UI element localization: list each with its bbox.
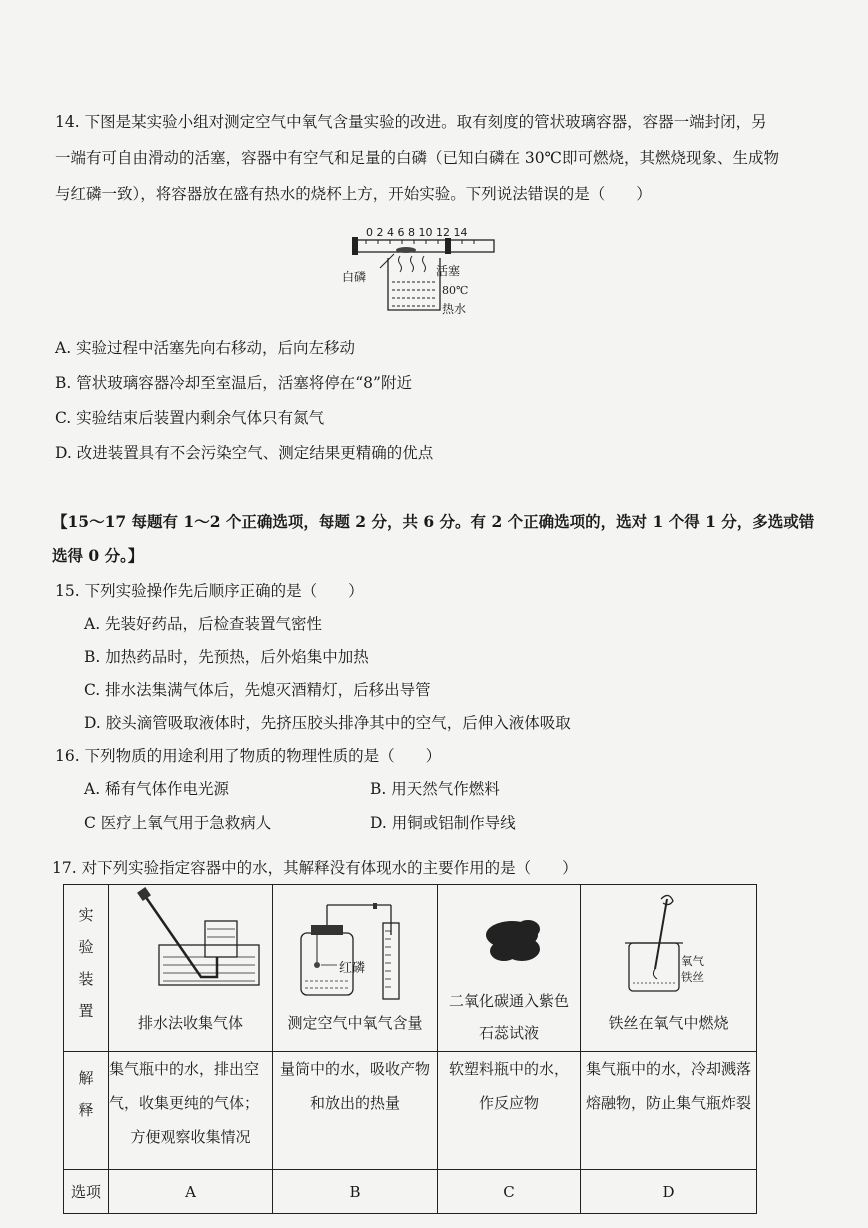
q16-stem: 16. 下列物质的用途利用了物质的物理性质的是（ ） (55, 747, 442, 765)
q17-option-d: D (581, 1170, 757, 1214)
q16-option-c: C 医疗上氧气用于急救病人 (84, 814, 272, 832)
option-row-header: 选项 (64, 1170, 109, 1214)
explain-a-line: 方便观察收集情况 (130, 1128, 251, 1146)
caption-a: 排水法收集气体 (137, 1014, 243, 1032)
explain-cell-a (109, 1052, 273, 1170)
explain-c-line: 作反应物 (478, 1094, 539, 1112)
explain-b-line: 和放出的热量 (309, 1094, 400, 1112)
q14-stem-line-1: 14. 下图是某实验小组对测定空气中氧气含量实验的改进。取有刻度的管状玻璃容器，容器一端封闭，另 (55, 113, 767, 131)
caption-d: 铁丝在氧气中燃烧 (608, 1014, 729, 1032)
q14-stem-line-3: 与红磷一致），将容器放在盛有热水的烧杯上方，开始实验。下列说法错误的是（ ） (55, 185, 652, 203)
q17-stem: 17. 对下列实验指定容器中的水，其解释没有体现水的主要作用的是（ ） (52, 859, 578, 877)
explain-cell-b (273, 1052, 438, 1170)
white-phosphorus-label: 白磷 (342, 270, 367, 284)
q14-scale-label: 0 2 4 6 8 10 12 14 (366, 226, 468, 239)
q14-apparatus-figure (340, 224, 500, 320)
q16-option-b: B. 用天然气作燃料 (370, 780, 500, 798)
q15-stem: 15. 下列实验操作先后顺序正确的是（ ） (55, 582, 364, 600)
q17-table (63, 884, 757, 1214)
explain-b-line: 量筒中的水，吸收产物 (279, 1060, 430, 1078)
q17-option-a: A (109, 1170, 273, 1214)
device-cell-d (581, 885, 757, 1052)
device-cell-b (273, 885, 438, 1052)
explain-a-line: 集气瓶中的水，排出空 (109, 1060, 260, 1078)
water-displacement-figure (109, 885, 272, 1005)
q16-option-d: D. 用铜或铝制作导线 (370, 814, 516, 832)
oxygen-label: 氧气 (681, 954, 704, 968)
q17-option-b: B (273, 1170, 438, 1214)
header-char: 实 (78, 906, 94, 924)
q17-option-row (64, 1170, 757, 1214)
device-cell-c (438, 885, 581, 1052)
explain-a-line: 气，收集更纯的气体； (109, 1094, 260, 1112)
q14-option-b: B. 管状玻璃容器冷却至室温后，活塞将停在“8”附近 (55, 374, 412, 392)
header-char: 置 (78, 1002, 94, 1020)
q16-option-a: A. 稀有气体作电光源 (84, 780, 230, 798)
iron-wire-label: 铁丝 (681, 970, 704, 984)
iron-wire-combustion-figure (581, 885, 756, 1005)
piston-label: 活塞 (436, 264, 461, 278)
q17-device-row (64, 885, 757, 1052)
q14-option-d: D. 改进装置具有不会污染空气、测定结果更精确的优点 (55, 444, 434, 462)
q17-option-c: C (438, 1170, 581, 1214)
hot-water-label: 热水 (442, 302, 467, 316)
explain-row-header (64, 1052, 109, 1170)
oxygen-content-figure (273, 885, 437, 1005)
explain-d-line: 熔融物，防止集气瓶炸裂 (585, 1094, 751, 1112)
explain-c-line: 软塑料瓶中的水， (448, 1060, 569, 1078)
device-cell-a (109, 885, 273, 1052)
section-instruction-line-1: 【15～17 每题有 1～2 个正确选项，每题 2 分，共 6 分。有 2 个正确选项的，选对 1 个得 1 分，多选或错 (52, 512, 815, 531)
section-instruction-line-2: 选得 0 分。】 (52, 546, 144, 565)
explain-cell-c (438, 1052, 581, 1170)
q17-explain-row (64, 1052, 757, 1170)
q14-stem-line-2: 一端有可自由滑动的活塞，容器中有空气和足量的白磷（已知白磷在 30℃即可燃烧，其燃烧现象、生成物 (55, 149, 779, 167)
header-char: 装 (78, 970, 94, 988)
q15-option-a: A. 先装好药品，后检查装置气密性 (84, 615, 323, 633)
q15-option-b: B. 加热药品时，先预热，后外焰集中加热 (84, 648, 369, 666)
red-phosphorus-label: 红磷 (339, 961, 366, 976)
explain-d-line: 集气瓶中的水，冷却溅落 (585, 1060, 751, 1078)
q15-option-d: D. 胶头滴管吸取液体时，先挤压胶头排净其中的空气，后伸入液体吸取 (84, 714, 571, 732)
header-char: 验 (78, 938, 94, 956)
temperature-label: 80℃ (442, 284, 469, 297)
caption-b: 测定空气中氧气含量 (287, 1014, 423, 1032)
co2-bottle-figure (438, 885, 580, 985)
q15-option-c: C. 排水法集满气体后，先熄灭酒精灯，后移出导管 (84, 681, 431, 699)
header-char: 释 (78, 1101, 94, 1119)
q14-option-a: A. 实验过程中活塞先向右移动，后向左移动 (55, 339, 356, 357)
caption-c-line-2: 石蕊试液 (478, 1024, 539, 1042)
caption-c-line-1: 二氧化碳通入紫色 (448, 992, 569, 1010)
explain-cell-d (581, 1052, 757, 1170)
q14-option-c: C. 实验结束后装置内剩余气体只有氮气 (55, 409, 325, 427)
header-char: 解 (78, 1069, 94, 1087)
device-row-header (64, 885, 109, 1052)
